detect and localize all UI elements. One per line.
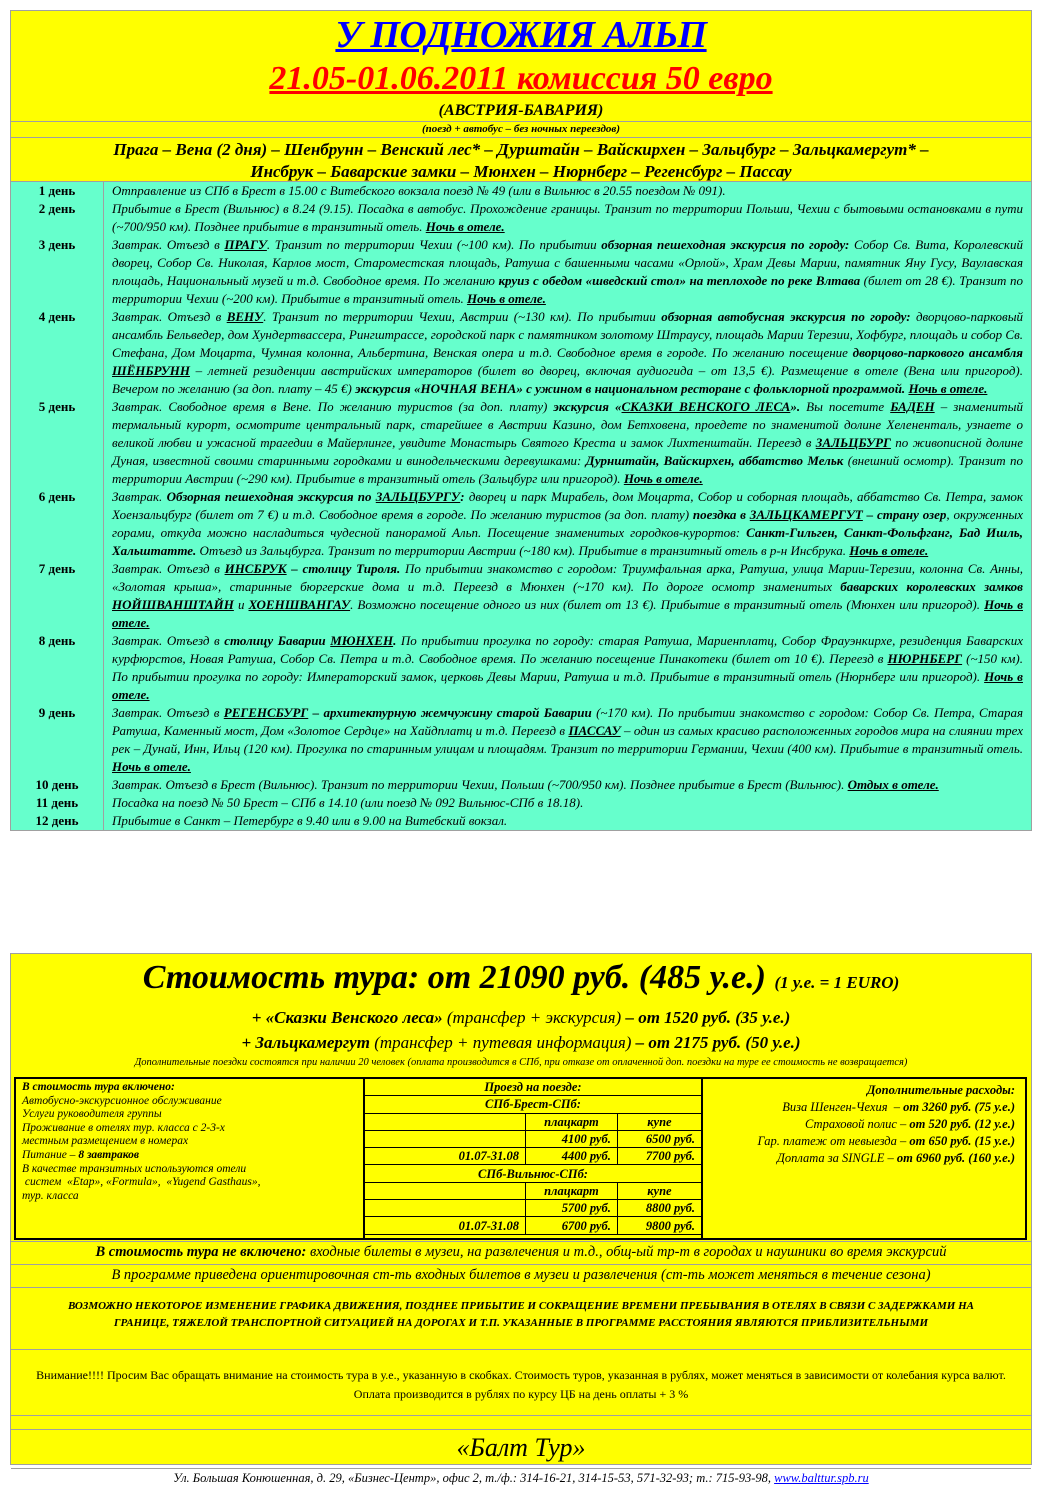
route-name: СПб-Брест-СПб:	[365, 1096, 701, 1113]
day-description: Завтрак. Отъезд в РЕГЕНСБУРГ – архитектурную жемчужину старой Баварии (~170 км). По прибытии знакомство с городом: Собор Св. Петра, Старая Ратуша, Каменный мост, Дом «Золотое Сердце» на Хайдплатц и т.д. Переезд в ПАССАУ – один из самых красиво расположенных городов мира на слиянии трех рек – Дунай, Инн, Ильц (120 км). Прогулка по старинным улицам и площадям. Транзит по территории Германии, Чехии (400 км). Прибытие в транзитный отель. Ночь в отеле.	[112, 705, 1024, 774]
divider	[11, 1415, 1031, 1429]
day-label: 4 день	[11, 308, 104, 398]
itinerary-row	[11, 200, 1031, 236]
price-platzkart: 5700 руб.	[526, 1200, 618, 1217]
extra-cost-value: от 3260 руб. (75 у.е.)	[903, 1100, 1015, 1114]
option-name: + «Сказки Венского леса»	[251, 1008, 443, 1027]
itinerary-row	[11, 182, 1031, 200]
tour-price-main: Стоимость тура: от 21090 руб. (485 у.е.)	[142, 959, 766, 996]
day-label: 9 день	[11, 704, 104, 776]
train-title: Проезд на поезде:	[365, 1079, 701, 1096]
train-row	[365, 1165, 701, 1182]
price-platzkart: 4100 руб.	[526, 1130, 618, 1147]
itinerary-row	[11, 776, 1031, 794]
option-price: – от 2175 руб. (50 у.е.)	[635, 1033, 801, 1052]
approx-cost-note: В программе приведена ориентировочная ст-ть входных билетов в музеи и развлечения (ст-ть может меняться в течение сезона)	[11, 1264, 1031, 1287]
extra-cost-label: Виза Шенген-Чехия –	[782, 1100, 904, 1114]
day-label: 8 день	[11, 632, 104, 704]
included-item: Проживание в отелях тур. класса с 2-3-х	[22, 1121, 225, 1134]
train-row	[365, 1217, 701, 1234]
period	[365, 1130, 526, 1147]
schedule-warning: ВОЗМОЖНО НЕКОТОРОЕ ИЗМЕНЕНИЕ ГРАФИКА ДВИЖЕНИЯ, ПОЗДНЕЕ ПРИБЫТИЕ И СОКРАЩЕНИЕ ВРЕМЕНИ ПРЕБЫВАНИЯ В ОТЕЛЯХ В СВЯЗИ С ЗАДЕРЖКАМИ НА ГРАНИЦЕ, ТЯЖЕЛОЙ ТРАНСПОРТНОЙ СИТУАЦИЕЙ НА ДОРОГАХ И Т.П. УКАЗАННЫЕ В ПРОГРАММЕ РАССТОЯНИЯ ЯВЛЯЮТСЯ ПРИБЛИЗИТЕЛЬНЫМИ	[11, 1287, 1031, 1349]
meals	[22, 1149, 357, 1163]
day-label: 3 день	[11, 236, 104, 308]
extra-cost-item	[713, 1099, 1015, 1116]
day-description: Прибытие в Санкт – Петербург в 9.40 или в 9.00 на Витебский вокзал.	[112, 813, 508, 828]
day-label: 7 день	[11, 560, 104, 632]
tour-header	[10, 10, 1032, 185]
price-platzkart: 4400 руб.	[526, 1148, 618, 1165]
period: 01.07-31.08	[365, 1217, 526, 1234]
included-item: Услуги руководителя группы	[22, 1108, 162, 1121]
details-table	[14, 1077, 1027, 1240]
period-header	[365, 1113, 526, 1130]
train-row	[365, 1148, 701, 1165]
day-description: Прибытие в Брест (Вильнюс) в 8.24 (9.15). Посадка в автобус. Прохождение границы. Транзит по территории Польши, Чехии с бытовыми остановками в пути (~700/950 км). Позднее прибытие в транзитный отель. Ночь в отеле.	[112, 201, 1023, 234]
extra-cost-value: от 520 руб. (12 у.е.)	[909, 1117, 1015, 1131]
not-included-label: В стоимость тура не включено:	[95, 1244, 307, 1260]
itinerary-row	[11, 794, 1031, 812]
day-description: Завтрак. Свободное время в Вене. По желанию туристов (за доп. плату) экскурсия «СКАЗКИ ВЕНСКОГО ЛЕСА». Вы посетите БАДЕН – знаменитый термальный курорт, осмотрите центральный парк, старейшее в Австрии Казино, дом Бетховена, проедете по знаменитой долине Хелененталь, узнаете о великой любви и ужасной трагедии в Майерлинге, увидите Монастырь Святого Креста и замок Лихтенштайн. Переезд в ЗАЛЬЦБУРГ по живописной долине Дуная, известной своими старинными городками и винодельческими деревушками: Дурнштайн, Вайскирхен, аббатство Мельк (внешний осмотр). Транзит по территории Австрии (~290 км). Прибытие в транзитный отель (Зальцбург или пригород). Ночь в отеле.	[112, 399, 1023, 486]
class-kupe: купе	[617, 1113, 701, 1130]
itinerary-row	[11, 398, 1031, 488]
day-description: Посадка на поезд № 50 Брест – СПб в 14.10 (или поезд № 092 Вильнюс-СПб в 18.18).	[112, 795, 584, 810]
itinerary-row	[11, 308, 1031, 398]
train-row	[365, 1130, 701, 1147]
option-desc: (трансфер + экскурсия)	[446, 1008, 622, 1027]
option-salzkammergut	[11, 1030, 1031, 1055]
itinerary-row	[11, 704, 1031, 776]
meals-value: 8 завтраков	[78, 1148, 140, 1161]
tour-region: (АВСТРИЯ-БАВАРИЯ)	[11, 101, 1031, 122]
option-vienna-woods	[11, 1005, 1031, 1030]
extra-cost-label: Страховой полис –	[805, 1117, 910, 1131]
day-label: 11 день	[11, 794, 104, 812]
itinerary-row	[11, 560, 1031, 632]
company-name: «Балт Тур»	[11, 1429, 1031, 1468]
not-included	[11, 1241, 1031, 1264]
itinerary-row	[11, 488, 1031, 560]
extra-cost-value: от 650 руб. (15 у.е.)	[909, 1134, 1015, 1148]
currency-rate: (1 у.е. = 1 EURO)	[774, 973, 900, 992]
extra-cost-label: Гар. платеж от невыезда –	[757, 1134, 910, 1148]
transport-note: (поезд + автобус – без ночных переездов)	[11, 122, 1031, 138]
included-item: местным размещением в номерах	[22, 1135, 189, 1148]
included-item: тур. класса	[22, 1189, 79, 1202]
included-item: систем «Etap», «Formula», «Yugend Gasthaus»,	[22, 1176, 261, 1189]
included-item: Автобусно-экскурсионное обслуживание	[22, 1094, 222, 1107]
price-block	[10, 953, 1032, 1485]
extra-cost-item	[713, 1133, 1015, 1150]
extra-title: Дополнительные расходы:	[866, 1083, 1015, 1097]
extra-cost-value: от 6960 руб. (160 у.е.)	[896, 1151, 1015, 1165]
tour-price	[11, 956, 1031, 1005]
train-row	[365, 1113, 701, 1130]
extra-trips-note: Дополнительные поездки состоятся при наличии 20 человек (оплата производится в СПб, при отказе от оплаченной доп. поездки на туре ее стоимость не возвращается)	[134, 1057, 908, 1068]
day-description: Завтрак. Отъезд в ПРАГУ. Транзит по территории Чехии (~100 км). По прибытии обзорная пешеходная экскурсия по городу: Собор Св. Вита, Королевский дворец, Собор Св. Николая, Карлов мост, Староместская площадь, Ратуша с башенными часами «Орлой», Храм Девы Марии, памятник Яну Гусу, Ваулавская площадь, Национальный музей и т.д. Свободное время. По желанию круиз с обедом «шведский стол» на теплоходе по реке Влтава (билет от 28 €). Транзит по территории Чехии (~200 км). Прибытие в транзитный отель. Ночь в отеле.	[112, 237, 1024, 306]
included-title: В стоимость тура включено:	[22, 1081, 175, 1093]
price-kupe: 6500 руб.	[617, 1130, 701, 1147]
included-column	[16, 1079, 365, 1238]
class-platzkart: плацкарт	[526, 1113, 618, 1130]
day-label: 2 день	[11, 200, 104, 236]
day-description: Завтрак. Обзорная пешеходная экскурсия по ЗАЛЬЦБУРГУ: дворец и парк Мирабель, дом Моцарта, Собор и соборная площадь, аббатство Св. Петра, замок Хоензальцбург (билет от 7 €) и т.д. Свободное время в городе. По желанию туристов (за доп. плату) поездка в ЗАЛЬЦКАМЕРГУТ – страну озер, окруженных горами, откуда можно насладиться чудесной панорамой Альп. Посещение знаменитых городков-курортов: Санкт-Гильген, Санкт-Фольфганг, Бад Ишль, Хальштатте. Отъезд из Зальцбурга. Транзит по территории Австрии (~180 км). Прибытие в транзитный отель в р-н Инсбрука. Ночь в отеле.	[112, 489, 1023, 558]
day-description: Завтрак. Отъезд в столицу Баварии МЮНХЕН. По прибытии прогулка по городу: старая Ратуша, Мариенплатц, Собор Фрауэнкирхе, резиденция Баварских курфюрстов, Новая Ратуша, Собор Св. Петра и т.д. Свободное время. По желанию посещение Пинакотеки (билет от 10 €). Переезд в НЮРНБЕРГ (~150 км). По прибытии прогулка по городу: Императорский замок, церковь Девы Марии, Ратуша и т.д. Прибытие в транзитный отель (Нюрнберг или пригород). Ночь в отеле.	[112, 633, 1023, 702]
period: 01.07-31.08	[365, 1148, 526, 1165]
extra-cost-item	[713, 1116, 1015, 1133]
route-line-2: Инсбрук – Баварские замки – Мюнхен – Нюрнберг – Регенсбург – Пассау	[250, 162, 792, 181]
class-platzkart: плацкарт	[526, 1182, 618, 1199]
address-text: Ул. Большая Конюшенная, д. 29, «Бизнес-Центр», офис 2, т./ф.: 314-16-21, 314-15-53, 571-32-93; т.: 715-93-98,	[173, 1471, 775, 1485]
notes-area	[11, 1241, 1031, 1488]
tour-dates: 21.05-01.06.2011 комиссия 50 евро	[269, 60, 773, 97]
class-kupe: купе	[617, 1182, 701, 1199]
day-label: 10 день	[11, 776, 104, 794]
day-description: Отправление из СПб в Брест в 15.00 с Витебского вокзала поезд № 49 (или в Вильнюс в 20.55 поездом № 091).	[112, 183, 726, 198]
itinerary-row	[11, 812, 1031, 830]
day-label: 5 день	[11, 398, 104, 488]
extra-cost-label: Доплата за SINGLE –	[776, 1151, 897, 1165]
included-item: В качестве транзитных используются отели	[22, 1162, 247, 1175]
meals-label: Питание –	[22, 1148, 79, 1161]
price-platzkart: 6700 руб.	[526, 1217, 618, 1234]
price-kupe: 8800 руб.	[617, 1200, 701, 1217]
day-label: 6 день	[11, 488, 104, 560]
train-row	[365, 1096, 701, 1113]
train-column	[365, 1079, 703, 1238]
itinerary-row	[11, 236, 1031, 308]
option-desc: (трансфер + путевая информация)	[374, 1033, 632, 1052]
train-row	[365, 1079, 701, 1096]
route-name: СПб-Вильнюс-СПб:	[365, 1165, 701, 1182]
itinerary-row	[11, 632, 1031, 704]
website-link[interactable]: www.balttur.spb.ru	[774, 1471, 869, 1485]
day-label: 12 день	[11, 812, 104, 830]
tour-title: У ПОДНОЖИЯ АЛЬП	[335, 14, 707, 56]
itinerary-table	[10, 181, 1032, 831]
day-label: 1 день	[11, 182, 104, 200]
day-description: Завтрак. Отъезд в ВЕНУ. Транзит по территории Чехии, Австрии (~130 км). По прибытии обзорная автобусная экскурсия по городу: дворцово-парковый ансамбль Бельведер, дом Хундертвассера, Рингштрассе, городской парк с памятником золотому Штраусу, площадь Марии Терезии, Хофбург, площадь и собор Св. Стефана, Дом Моцарта, Чумная колонна, Альбертина, Венская опера и т.д. Свободное время в городе. По желанию посещение дворцово-паркового ансамбля ШЁНБРУНН – летней резиденции австрийских императоров (билет во дворец, включая аудиогида – от 13,5 €). Размещение в отеле (Вена или пригород). Вечером по желанию (за доп. плату – 45 €) экскурсия «НОЧНАЯ ВЕНА» с ужином в национальном ресторане с фольклорной программой. Ночь в отеле.	[112, 309, 1023, 396]
day-description: Завтрак. Отъезд в ИНСБРУК – столицу Тироля. По прибытии знакомство с городом: Триумфальная арка, Ратуша, улица Марии-Терезии, колонна Св. Анны, «Золотая крыша», старинные бюргерские дома и т.д. Переезд в Мюнхен (~170 км). По дороге осмотр знаменитых баварских королевских замков НОЙШВАНШТАЙН и ХОЕНШВАНГАУ. Возможно посещение одного из них (билет от 13 €). Прибытие в транзитный отель (Мюнхен или пригород). Ночь в отеле.	[112, 561, 1024, 630]
day-description: Завтрак. Отъезд в Брест (Вильнюс). Транзит по территории Чехии, Польши (~700/950 км). Позднее прибытие в Брест (Вильнюс). Отдых в отеле.	[112, 777, 939, 792]
route-line-1: Прага – Вена (2 дня) – Шенбрунн – Венский лес* – Дурштайн – Вайскирхен – Зальцбург – Зальцкамергут* –	[113, 140, 929, 159]
price-kupe: 7700 руб.	[617, 1148, 701, 1165]
price-kupe: 9800 руб.	[617, 1217, 701, 1234]
extra-cost-item	[713, 1150, 1015, 1167]
train-row	[365, 1200, 701, 1217]
period-header	[365, 1182, 526, 1199]
period	[365, 1200, 526, 1217]
option-price: – от 1520 руб. (35 у.е.)	[625, 1008, 791, 1027]
option-name: + Зальцкамергут	[241, 1033, 370, 1052]
extra-costs-column	[703, 1079, 1025, 1238]
not-included-text: входные билеты в музеи, на развлечения и т.д., общ-ый тр-т в городах и наушники во время экскурсий	[306, 1244, 947, 1260]
train-prices-table	[365, 1079, 701, 1235]
train-row	[365, 1182, 701, 1199]
attention-note: Внимание!!!! Просим Вас обращать внимание на стоимость тура в у.е., указанную в скобках. Стоимость туров, указанная в рублях, может меняться в зависимости от колебания курса валют. Оплата производится в рублях по курсу ЦБ на день оплаты + 3 %	[11, 1349, 1031, 1415]
route-summary	[11, 138, 1031, 184]
company-address	[11, 1468, 1031, 1488]
